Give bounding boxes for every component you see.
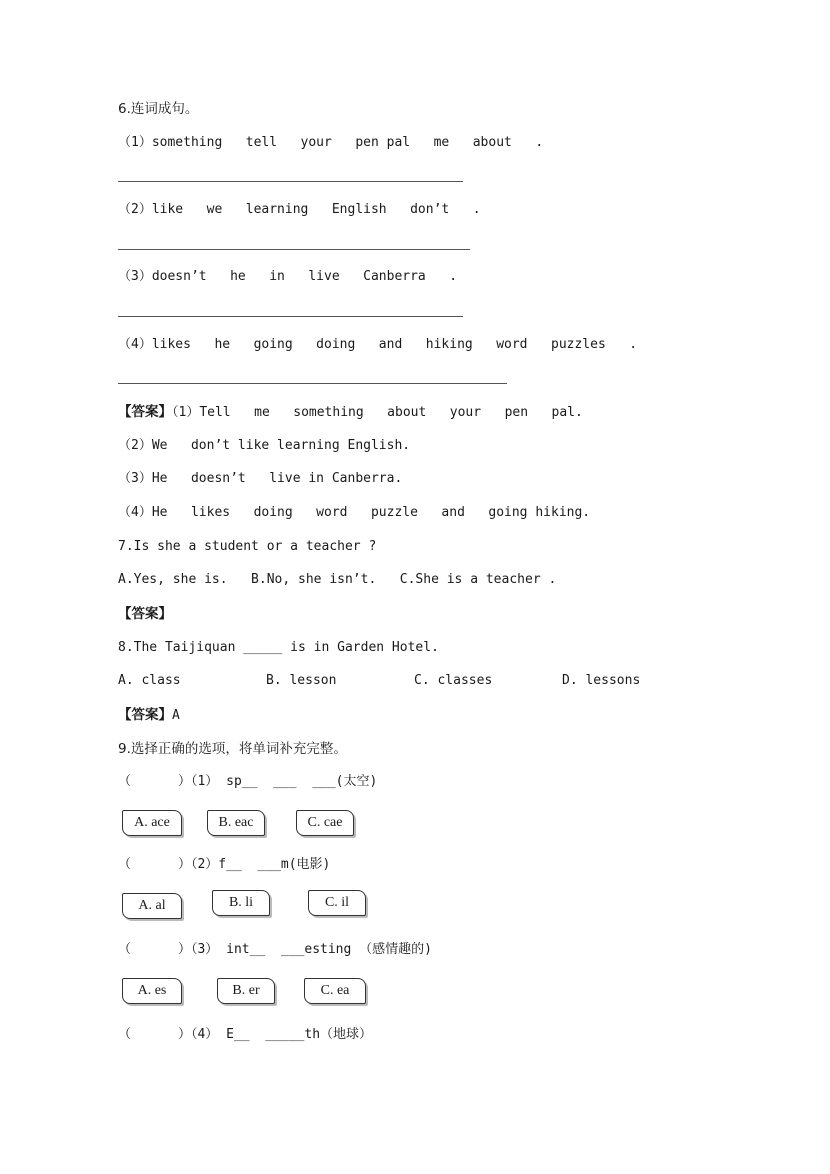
q9-3-choice-c: C. ea: [304, 978, 366, 1004]
q8-answer: A: [172, 708, 180, 723]
answer-label: 【答案】: [118, 404, 172, 420]
q9-2-choice-c: C. il: [308, 890, 366, 916]
q9-1-choice-b: B. eac: [207, 810, 265, 836]
q6-answer-1: （1）Tell me something about your pen pal.: [172, 405, 583, 420]
q9-1-choice-a: A. ace: [122, 810, 182, 836]
q9-3-choice-b: B. er: [217, 978, 275, 1004]
q6-title: 6.连词成句。: [118, 101, 199, 117]
q9-2-choice-b: B. li: [212, 890, 270, 916]
q8-option-d: D. lessons: [562, 673, 641, 688]
q6-item-1: （1）something tell your pen pal me about .: [118, 135, 544, 150]
q9-item-4-stem: （ ）（4） E__ _____th（地球）: [118, 1027, 373, 1042]
q6-answer-3: （3）He doesn’t live in Canberra.: [118, 471, 403, 486]
q6-answer-4: （4）He likes doing word puzzle and going hiking.: [118, 505, 591, 520]
answer-line-1: [118, 181, 463, 182]
answer-label: 【答案】: [118, 606, 172, 622]
q9-item-3-stem: （ ）（3） int__ ___esting （感情趣的): [118, 942, 432, 957]
q7-options: A.Yes, she is. B.No, she isn’t. C.She is a teacher .: [118, 572, 557, 587]
answer-line-2: [118, 249, 470, 250]
q7-title: 7.Is she a student or a teacher ?: [118, 539, 377, 554]
q9-3-choice-a: A. es: [122, 978, 182, 1004]
q6-item-3: （3）doesn’t he in live Canberra .: [118, 269, 458, 284]
q9-1-choice-c: C. cae: [296, 810, 354, 836]
q8-option-c: C. classes: [414, 673, 493, 688]
answer-line-4: [118, 383, 507, 384]
q8-answer-row: [118, 706, 180, 725]
q9-2-choice-a: A. al: [122, 893, 182, 919]
q8-option-b: B. lesson: [266, 673, 337, 688]
answer-label: 【答案】: [118, 707, 172, 723]
answer-line-3: [118, 316, 463, 317]
q9-item-1-stem: （ ）（1） sp__ ___ ___(太空): [118, 774, 378, 789]
q9-title: 9.选择正确的选项，将单词补充完整。: [118, 741, 347, 757]
q6-answer-row: [118, 403, 583, 422]
q6-item-4: （4）likes he going doing and hiking word puzzles .: [118, 337, 638, 352]
q8-title: 8.The Taijiquan _____ is in Garden Hotel.: [118, 640, 439, 655]
q6-answer-2: （2）We don’t like learning English.: [118, 438, 411, 453]
q7-answer-row: [118, 605, 172, 624]
q8-option-a: A. class: [118, 673, 181, 688]
q9-item-2-stem: （ ）（2）f__ ___m(电影): [118, 857, 331, 872]
q6-item-2: （2）like we learning English don’t .: [118, 202, 481, 217]
